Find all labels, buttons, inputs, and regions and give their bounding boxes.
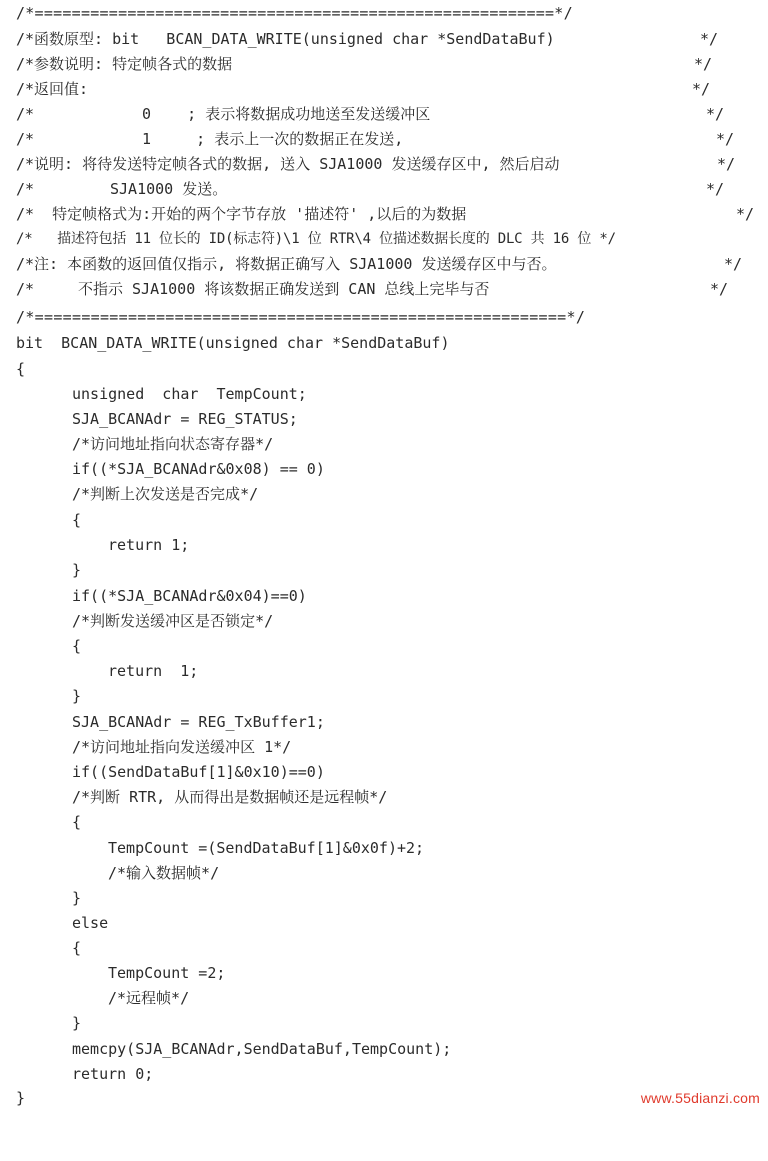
code-line <box>0 609 768 634</box>
code-line <box>0 785 768 810</box>
note2-text: 不指示 SJA1000 将该数据正确发送到 CAN 总线上完毕与否 <box>78 280 490 298</box>
return1-close: */ <box>716 130 735 148</box>
return0-text: 0 ; 表示将数据成功地送至发送缓冲区 <box>142 105 431 123</box>
code-line <box>0 357 768 382</box>
temp-count-data-frame: TempCount =(SendDataBuf[1]&0x0f)+2; <box>108 839 425 857</box>
comment-border-bottom <box>0 305 768 330</box>
comment-border-top <box>0 1 768 26</box>
format-close: */ <box>736 205 755 223</box>
code-line <box>0 684 768 709</box>
code-line <box>0 482 768 507</box>
code-line <box>0 558 768 583</box>
open-brace: { <box>16 360 26 378</box>
code-line <box>0 432 768 457</box>
else-keyword: else <box>72 914 109 932</box>
note-close: */ <box>724 255 743 273</box>
comment-return-line <box>0 77 768 102</box>
description2-close: */ <box>706 180 725 198</box>
code-line <box>0 584 768 609</box>
code-line <box>0 810 768 835</box>
variable-declaration: unsigned char TempCount; <box>72 385 307 403</box>
code-line <box>0 936 768 961</box>
assign-status-register: SJA_BCANAdr = REG_STATUS; <box>72 410 298 428</box>
return-label-close: */ <box>692 80 711 98</box>
code-line <box>0 760 768 785</box>
format-text: /* 特定帧格式为:开始的两个字节存放 '描述符' ,以后的为数据 <box>16 205 467 223</box>
border-top-text: /*========================================================*/ <box>16 4 573 22</box>
close-brace: } <box>16 1089 26 1107</box>
return-label-text: /*返回值: <box>16 80 89 98</box>
close-brace: } <box>72 889 82 907</box>
comment-note-line <box>0 252 768 277</box>
return0-open: /* <box>16 105 35 123</box>
code-line <box>0 508 768 533</box>
open-brace: { <box>72 637 82 655</box>
code-line <box>0 986 768 1011</box>
if-statement: if((*SJA_BCANAdr&0x04)==0) <box>72 587 307 605</box>
code-comment: /*访问地址指向发送缓冲区 1*/ <box>72 738 292 756</box>
code-line <box>0 911 768 936</box>
return1-open: /* <box>16 130 35 148</box>
comment-param-line <box>0 52 768 77</box>
comment-format2-line <box>0 227 768 252</box>
description-close: */ <box>717 155 736 173</box>
assign-tx-buffer: SJA_BCANAdr = REG_TxBuffer1; <box>72 713 325 731</box>
prototype-close: */ <box>700 30 719 48</box>
code-comment: /*判断 RTR, 从而得出是数据帧还是远程帧*/ <box>72 788 388 806</box>
code-line <box>0 861 768 886</box>
code-line-function-signature <box>0 331 768 356</box>
prototype-text: /*函数原型: bit BCAN_DATA_WRITE(unsigned char *SendDataBuf) <box>16 30 555 48</box>
format2-text: /* 描述符包括 11 位长的 ID(标志符)\1 位 RTR\4 位描述数据长度的 DLC 共 16 位 */ <box>16 231 616 247</box>
temp-count-remote-frame: TempCount =2; <box>108 964 226 982</box>
return-statement: return 0; <box>72 1065 154 1083</box>
memcpy-call: memcpy(SJA_BCANAdr,SendDataBuf,TempCount); <box>72 1040 452 1058</box>
note2-close: */ <box>710 280 729 298</box>
note2-open: /* <box>16 280 35 298</box>
open-brace: { <box>72 939 82 957</box>
close-brace: } <box>72 687 82 705</box>
code-line <box>0 836 768 861</box>
param-close: */ <box>694 55 713 73</box>
watermark: www.55dianzi.com <box>640 1090 760 1106</box>
code-line <box>0 961 768 986</box>
code-comment: /*输入数据帧*/ <box>108 864 220 882</box>
return-statement: return 1; <box>108 536 190 554</box>
code-line <box>0 1037 768 1062</box>
comment-note2-line <box>0 277 768 302</box>
comment-description-line <box>0 152 768 177</box>
open-brace: { <box>72 511 82 529</box>
close-brace: } <box>72 1014 82 1032</box>
code-comment: /*判断上次发送是否完成*/ <box>72 485 259 503</box>
border-bottom-text: /*=========================================================*/ <box>16 308 586 326</box>
code-line <box>0 1062 768 1087</box>
comment-return1-line <box>0 127 768 152</box>
close-brace: } <box>72 561 82 579</box>
code-line <box>0 659 768 684</box>
if-statement: if((*SJA_BCANAdr&0x08) == 0) <box>72 460 325 478</box>
code-line <box>0 735 768 760</box>
open-brace: { <box>72 813 82 831</box>
description2-open: /* <box>16 180 35 198</box>
code-line <box>0 634 768 659</box>
return0-close: */ <box>706 105 725 123</box>
code-comment: /*访问地址指向状态寄存器*/ <box>72 435 274 453</box>
code-comment: /*远程帧*/ <box>108 989 190 1007</box>
if-statement: if((SendDataBuf[1]&0x10)==0) <box>72 763 325 781</box>
code-line <box>0 1011 768 1036</box>
comment-return0-line <box>0 102 768 127</box>
comment-format-line <box>0 202 768 227</box>
code-line <box>0 407 768 432</box>
code-comment: /*判断发送缓冲区是否锁定*/ <box>72 612 274 630</box>
code-line <box>0 710 768 735</box>
description2-text: SJA1000 发送。 <box>110 180 228 198</box>
description-text: /*说明: 将待发送特定帧各式的数据, 送入 SJA1000 发送缓存区中, 然后启动 <box>16 155 560 173</box>
code-line <box>0 886 768 911</box>
return1-text: 1 ; 表示上一次的数据正在发送, <box>142 130 404 148</box>
return-statement: return 1; <box>108 662 199 680</box>
code-line <box>0 382 768 407</box>
function-signature: bit BCAN_DATA_WRITE(unsigned char *SendDataBuf) <box>16 334 450 352</box>
comment-description2-line <box>0 177 768 202</box>
param-text: /*参数说明: 特定帧各式的数据 <box>16 55 233 73</box>
note-text: /*注: 本函数的返回值仅指示, 将数据正确写入 SJA1000 发送缓存区中与否。 <box>16 255 557 273</box>
comment-prototype-line <box>0 27 768 52</box>
code-line <box>0 533 768 558</box>
code-line <box>0 457 768 482</box>
